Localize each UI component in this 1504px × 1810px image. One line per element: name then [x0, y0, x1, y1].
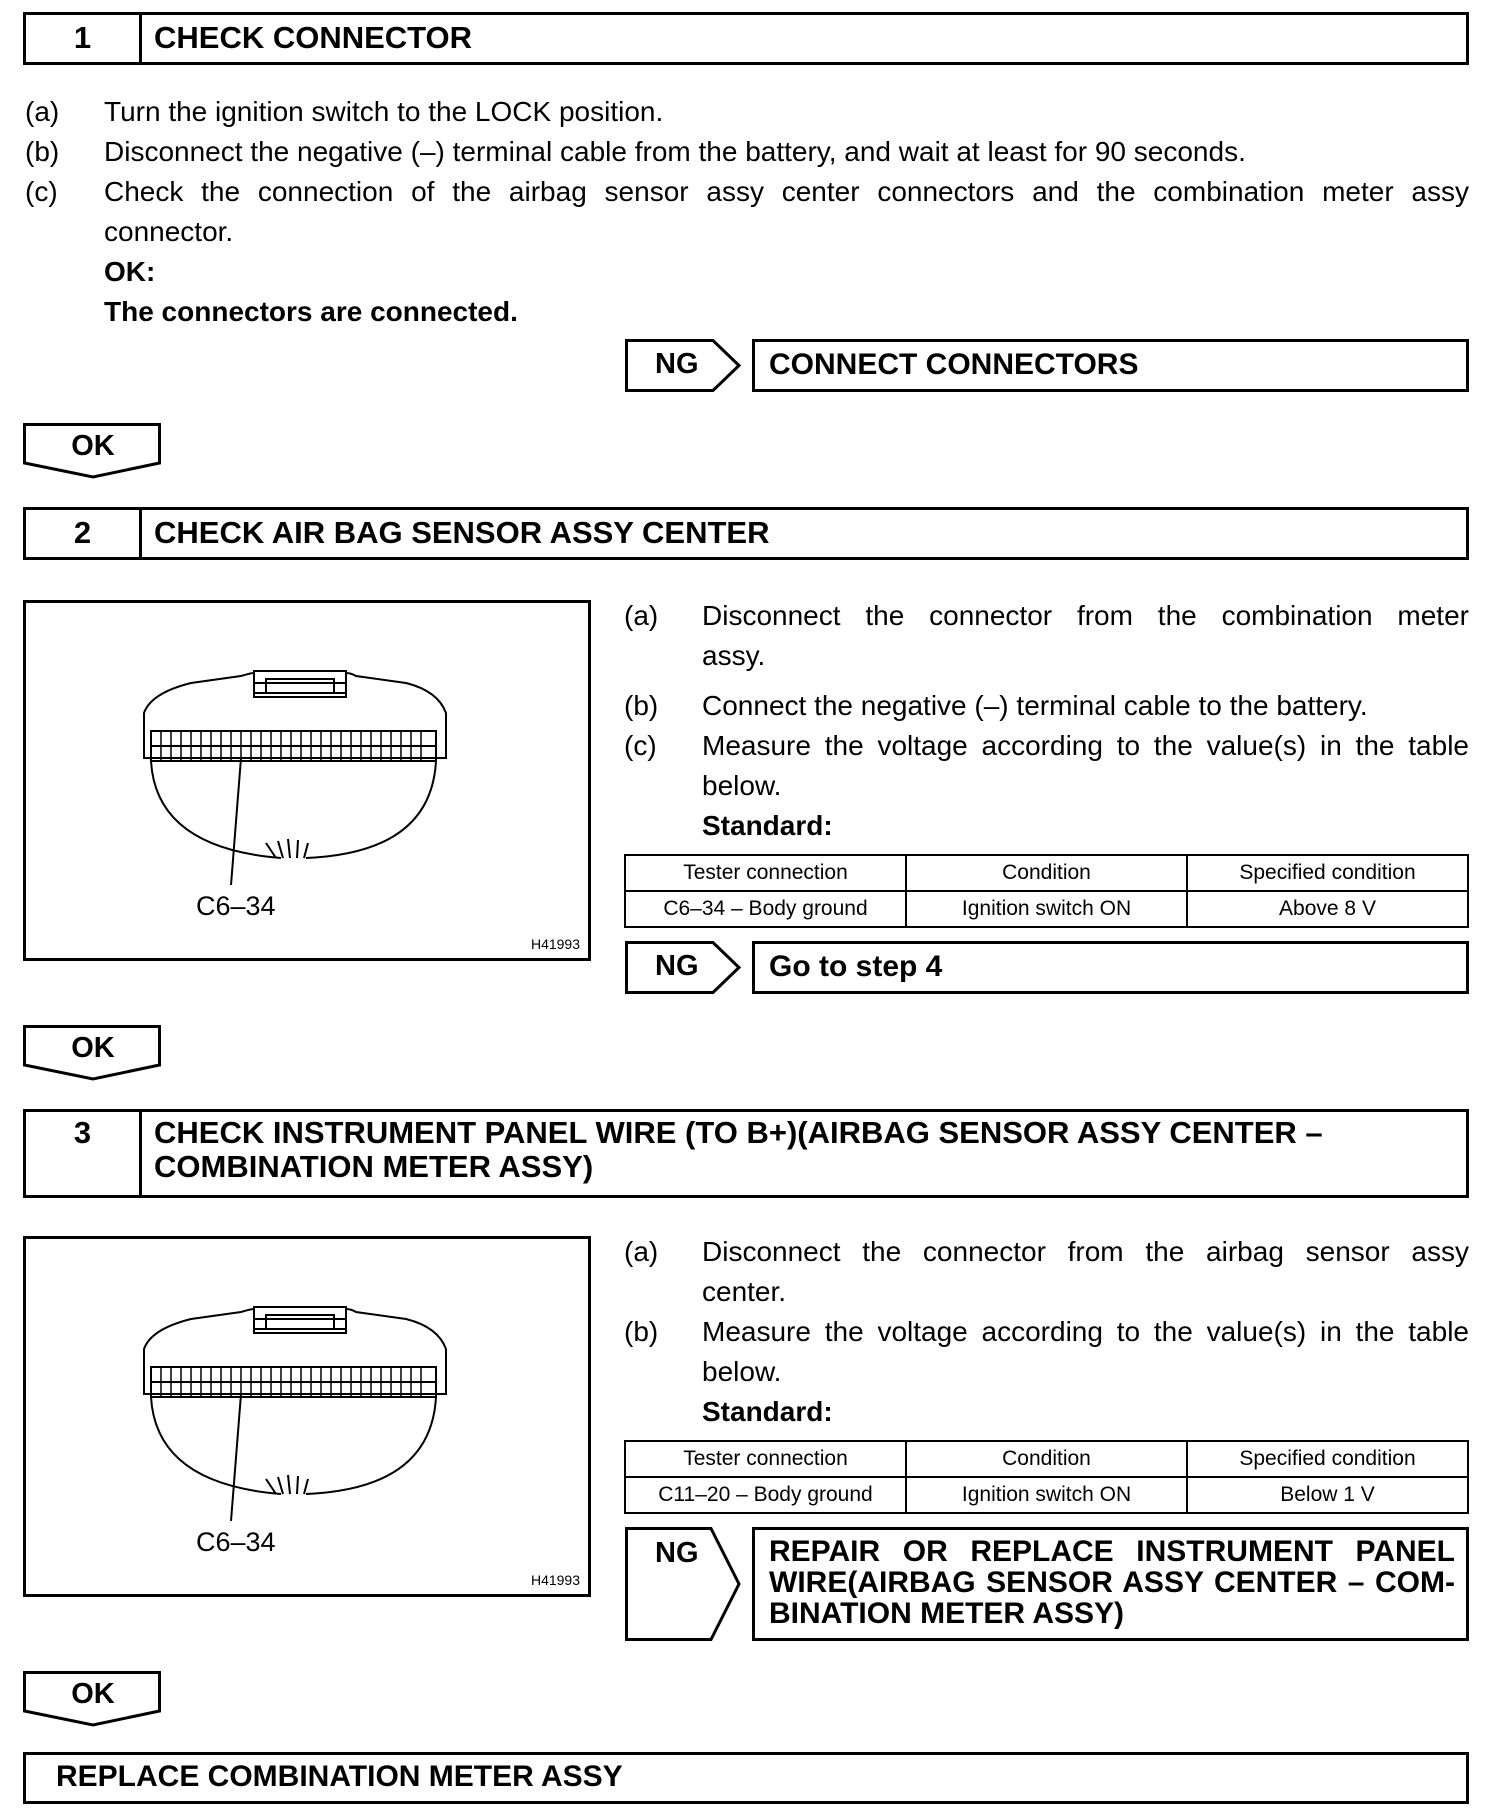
ng-label: NG [655, 348, 699, 380]
item-text: Disconnect the connector from the airbag sensor assy [702, 1236, 1469, 1267]
step-2-header [23, 507, 1469, 560]
connector-figure [23, 1236, 591, 1597]
step-number: 3 [26, 1112, 142, 1195]
table-row [625, 891, 1468, 927]
ng-arrow [625, 941, 743, 994]
item-text-continued: below. [702, 1356, 782, 1387]
ng-result-line: WIRE(AIRBAG SENSOR ASSY CENTER – COM- [769, 1566, 1455, 1599]
table-cell: Ignition switch ON [906, 891, 1187, 927]
ng-arrow [625, 1527, 743, 1641]
step-number: 2 [26, 510, 142, 557]
final-action-box [23, 1752, 1469, 1804]
ok-badge-label: OK [71, 430, 115, 462]
terminal-label: C6–34 [196, 891, 276, 921]
table-header: Specified condition [1187, 855, 1468, 891]
step-1-header [23, 12, 1469, 65]
table-header-row [625, 855, 1468, 891]
table-header: Tester connection [625, 855, 906, 891]
item-label: (b) [25, 136, 60, 167]
item-label: (a) [25, 96, 60, 127]
item-text: Measure the voltage according to the value(s) in the table [702, 730, 1469, 761]
ok-badge-label: OK [71, 1032, 115, 1064]
ng-label: NG [655, 950, 699, 982]
item-text-continued: center. [702, 1276, 787, 1307]
item-text-continued: below. [702, 770, 782, 801]
ok-badge-label: OK [71, 1678, 115, 1710]
item-label: (a) [624, 1236, 659, 1267]
item-label: (b) [624, 690, 659, 721]
terminal-label: C6–34 [196, 1527, 276, 1557]
table-header: Specified condition [1187, 1441, 1468, 1477]
table-cell: Below 1 V [1187, 1477, 1468, 1513]
ng-result-box: CONNECT CONNECTORS [752, 339, 1469, 392]
connector-drawing [26, 603, 588, 958]
table-header: Tester connection [625, 1441, 906, 1477]
ok-criteria-text: The connectors are connected. [104, 296, 518, 327]
ng-arrow [625, 339, 743, 392]
item-label: (b) [624, 1316, 659, 1347]
step-number: 1 [26, 15, 142, 62]
table-cell: C6–34 – Body ground [625, 891, 906, 927]
item-text: Disconnect the connector from the combination meter [702, 600, 1469, 631]
item-text: Connect the negative (–) terminal cable to the battery. [702, 690, 1368, 721]
connector-figure [23, 600, 591, 961]
step-title: CHECK AIR BAG SENSOR ASSY CENTER [154, 515, 770, 550]
connector-drawing [26, 1239, 588, 1594]
ok-badge [23, 423, 163, 479]
standard-label: Standard: [702, 810, 833, 841]
ng-result-line: REPAIR OR REPLACE INSTRUMENT PANEL [769, 1535, 1455, 1568]
item-label: (c) [624, 730, 657, 761]
table-cell: Ignition switch ON [906, 1477, 1187, 1513]
step-3-header [23, 1109, 1469, 1198]
table-header: Condition [906, 1441, 1187, 1477]
ng-result-box: Go to step 4 [752, 941, 1469, 994]
table-row [625, 1477, 1468, 1513]
ok-badge [23, 1025, 163, 1081]
step-title [154, 1116, 1456, 1184]
item-text: Turn the ignition switch to the LOCK position. [104, 96, 664, 127]
item-label: (a) [624, 600, 659, 631]
item-text: Check the connection of the airbag sensor assy center connectors and the combination meter assy [104, 176, 1469, 207]
item-text-continued: connector. [104, 216, 234, 247]
ok-badge [23, 1671, 163, 1727]
table-header: Condition [906, 855, 1187, 891]
step-title-line: CHECK INSTRUMENT PANEL WIRE (TO B+)(AIRBAG SENSOR ASSY CENTER – [154, 1115, 1323, 1150]
ng-result-line: BINATION METER ASSY) [769, 1597, 1125, 1630]
step-title-line: COMBINATION METER ASSY) [154, 1149, 594, 1184]
ng-label: NG [655, 1537, 699, 1569]
table-cell: Above 8 V [1187, 891, 1468, 927]
spec-table [624, 1440, 1469, 1514]
figure-code: H41993 [530, 1572, 580, 1588]
table-cell: C11–20 – Body ground [625, 1477, 906, 1513]
figure-code: H41993 [530, 936, 580, 952]
final-action-title: REPLACE COMBINATION METER ASSY [56, 1760, 623, 1793]
ng-result-box [752, 1527, 1469, 1641]
item-text: Disconnect the negative (–) terminal cable from the battery, and wait at least for 90 seconds. [104, 136, 1246, 167]
item-label: (c) [25, 176, 58, 207]
standard-label: Standard: [702, 1396, 833, 1427]
item-text-continued: assy. [702, 640, 766, 671]
spec-table [624, 854, 1469, 928]
step-title: CHECK CONNECTOR [154, 20, 473, 55]
item-text: Measure the voltage according to the value(s) in the table [702, 1316, 1469, 1347]
table-header-row [625, 1441, 1468, 1477]
ok-criteria-label: OK: [104, 256, 156, 287]
